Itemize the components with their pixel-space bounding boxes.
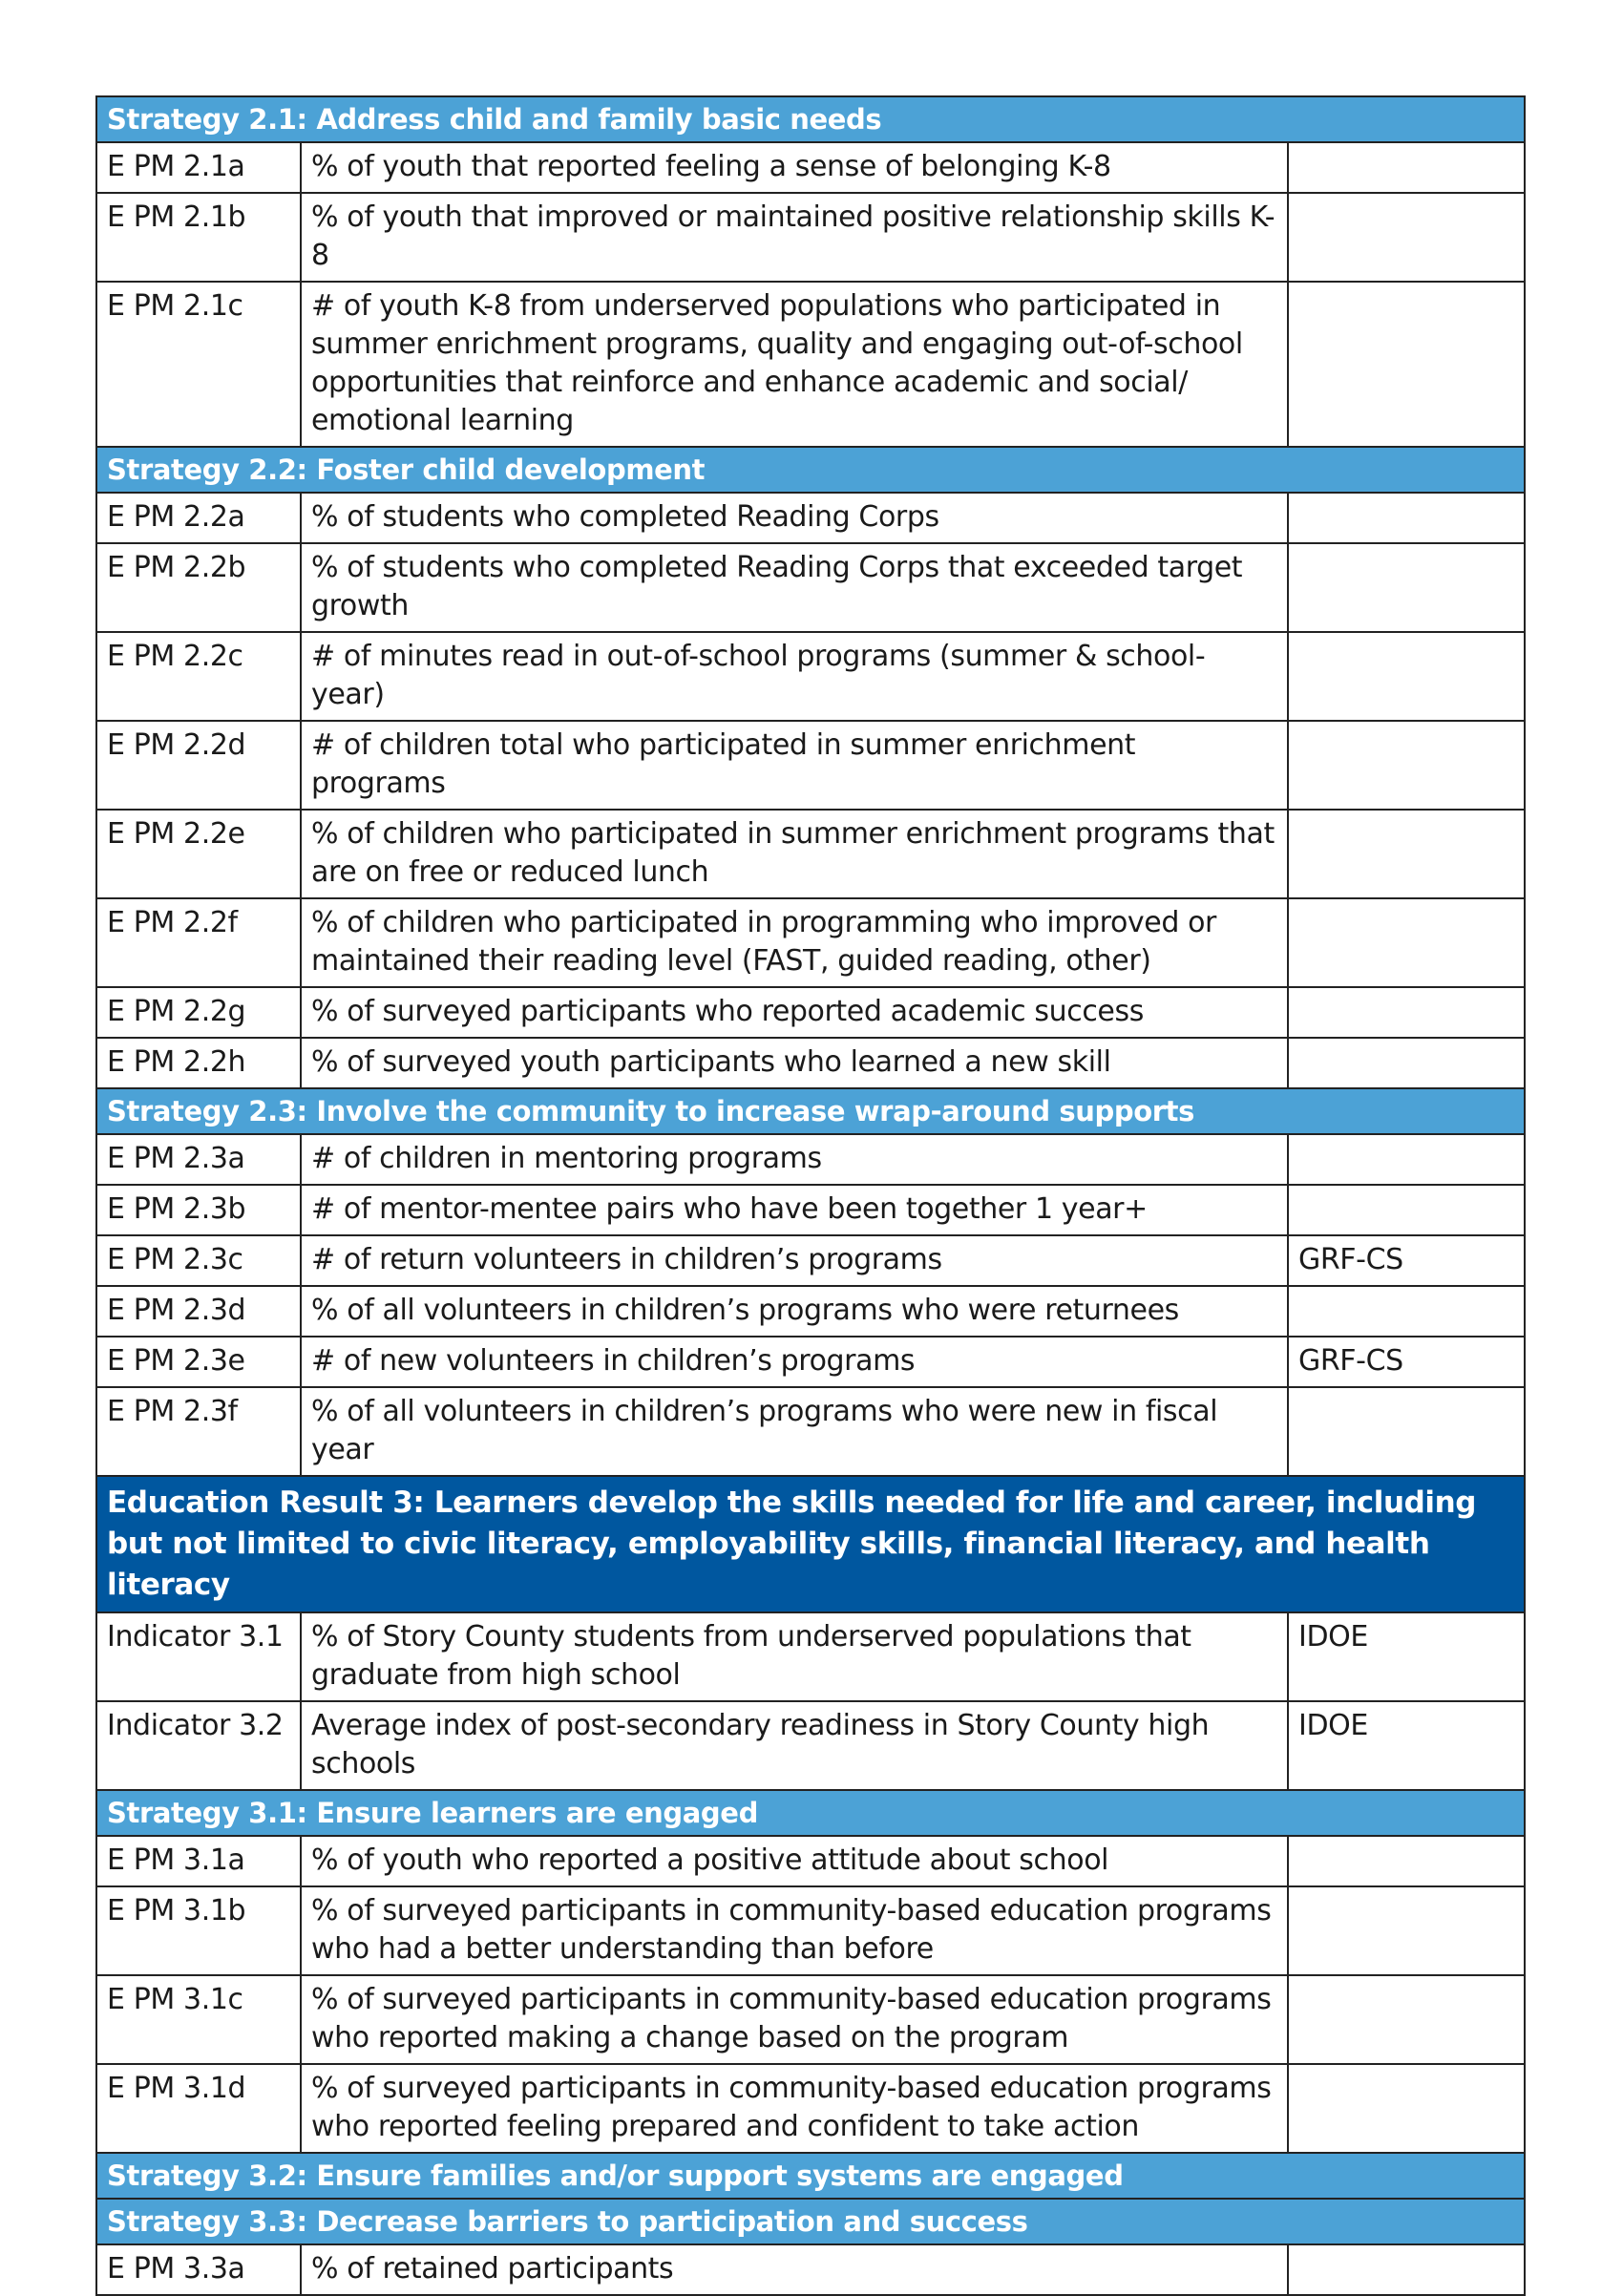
measure-description-cell: % of surveyed youth participants who learned a new skill [301,1038,1288,1088]
strategy-header-row [96,2199,1525,2244]
measure-source-cell [1288,987,1525,1038]
measure-source-cell [1288,898,1525,987]
measure-source-cell [1288,1886,1525,1975]
measure-code-cell: E PM 2.2e [96,810,301,898]
measure-row [96,543,1525,632]
measure-code-cell: E PM 3.1d [96,2064,301,2153]
measure-description-cell: % of all volunteers in children’s programs who were new in fiscal year [301,1387,1288,1476]
measure-description-cell: # of return volunteers in children’s programs [301,1235,1288,1286]
measure-code-cell: Indicator 3.2 [96,1701,301,1790]
strategy-title: Strategy 3.3: Decrease barriers to participation and success [96,2199,1525,2244]
measure-code-cell: E PM 2.1b [96,193,301,282]
strategy-header-row [96,1790,1525,1836]
measure-row [96,282,1525,447]
measure-source-cell [1288,543,1525,632]
measure-source-cell [1288,2064,1525,2153]
strategy-header-row [96,96,1525,142]
measure-source-cell: GRF-CS [1288,1337,1525,1387]
strategy-title: Strategy 2.1: Address child and family basic needs [96,96,1525,142]
measure-row [96,898,1525,987]
measure-source-cell [1288,1387,1525,1476]
measure-row [96,1701,1525,1790]
strategy-title: Strategy 2.3: Involve the community to increase wrap-around supports [96,1088,1525,1134]
measure-description-cell: # of mentor-mentee pairs who have been together 1 year+ [301,1185,1288,1235]
measure-description-cell: # of minutes read in out-of-school programs (summer & school-year) [301,632,1288,721]
measure-description-cell: % of students who completed Reading Corps that exceeded target growth [301,543,1288,632]
measure-code-cell: E PM 3.1c [96,1975,301,2064]
measure-description-cell: % of surveyed participants in community-based education programs who had a better understanding than before [301,1886,1288,1975]
measure-description-cell: # of children in mentoring programs [301,1134,1288,1185]
measure-row [96,987,1525,1038]
measure-row [96,1235,1525,1286]
measure-row [96,632,1525,721]
measure-description-cell: % of surveyed participants in community-based education programs who reported making a change based on the program [301,1975,1288,2064]
strategy-title: Strategy 3.2: Ensure families and/or support systems are engaged [96,2153,1525,2199]
measure-code-cell: E PM 2.2g [96,987,301,1038]
measure-description-cell: % of surveyed participants who reported academic success [301,987,1288,1038]
measure-source-cell [1288,1975,1525,2064]
measure-source-cell [1288,1134,1525,1185]
measure-source-cell: GRF-CS [1288,1235,1525,1286]
measure-code-cell: E PM 2.3e [96,1337,301,1387]
measure-code-cell: E PM 3.1b [96,1886,301,1975]
measure-row [96,2244,1525,2295]
measure-row [96,1387,1525,1476]
measure-code-cell: E PM 2.3c [96,1235,301,1286]
measure-description-cell: % of all volunteers in children’s programs who were returnees [301,1286,1288,1337]
measure-description-cell: % of youth that improved or maintained positive relationship skills K-8 [301,193,1288,282]
measure-code-cell: E PM 2.2c [96,632,301,721]
measure-description-cell: Average index of post-secondary readiness in Story County high schools [301,1701,1288,1790]
measure-description-cell: % of youth that reported feeling a sense of belonging K-8 [301,142,1288,193]
strategy-title: Strategy 2.2: Foster child development [96,447,1525,493]
measure-description-cell: # of new volunteers in children’s programs [301,1337,1288,1387]
measure-row [96,1612,1525,1701]
measure-description-cell: % of children who participated in programming who improved or maintained their reading level (FAST, guided reading, other) [301,898,1288,987]
measure-source-cell [1288,721,1525,810]
measure-row [96,2064,1525,2153]
measure-code-cell: E PM 3.3a [96,2244,301,2295]
measure-source-cell: IDOE [1288,1701,1525,1790]
measure-description-cell: % of children who participated in summer enrichment programs that are on free or reduced lunch [301,810,1288,898]
measure-code-cell: E PM 2.3a [96,1134,301,1185]
measure-code-cell: E PM 2.2h [96,1038,301,1088]
measure-row [96,1038,1525,1088]
measure-source-cell [1288,1286,1525,1337]
measure-row [96,193,1525,282]
measure-row [96,1886,1525,1975]
measure-code-cell: Indicator 3.1 [96,1612,301,1701]
measure-code-cell: E PM 2.1a [96,142,301,193]
result-header-row [96,1476,1525,1612]
measure-row [96,721,1525,810]
measure-description-cell: # of children total who participated in summer enrichment programs [301,721,1288,810]
measure-source-cell [1288,142,1525,193]
strategy-header-row [96,2153,1525,2199]
result-title: Education Result 3: Learners develop the skills needed for life and career, including but not limited to civic literacy, employability skills, financial literacy, and health literacy [96,1476,1525,1612]
measure-source-cell: IDOE [1288,1612,1525,1701]
measure-description-cell: % of retained participants [301,2244,1288,2295]
measure-code-cell: E PM 2.3b [96,1185,301,1235]
measure-source-cell [1288,193,1525,282]
measure-row [96,1134,1525,1185]
measure-source-cell [1288,493,1525,543]
measure-row [96,1836,1525,1886]
measure-source-cell [1288,632,1525,721]
strategy-header-row [96,447,1525,493]
measure-row [96,1286,1525,1337]
measure-source-cell [1288,282,1525,447]
measure-description-cell: % of Story County students from underserved populations that graduate from high school [301,1612,1288,1701]
measure-code-cell: E PM 2.2b [96,543,301,632]
strategy-title: Strategy 3.1: Ensure learners are engaged [96,1790,1525,1836]
measure-description-cell: # of youth K-8 from underserved populations who participated in summer enrichment programs, quality and engaging out-of-school opportunities that reinforce and enhance academic and social/ emotional learning [301,282,1288,447]
measure-source-cell [1288,1836,1525,1886]
measure-code-cell: E PM 2.2f [96,898,301,987]
measure-code-cell: E PM 2.3f [96,1387,301,1476]
measure-row [96,142,1525,193]
measure-row [96,1975,1525,2064]
measure-code-cell: E PM 3.1a [96,1836,301,1886]
measure-description-cell: % of youth who reported a positive attitude about school [301,1836,1288,1886]
measure-code-cell: E PM 2.1c [96,282,301,447]
measure-source-cell [1288,2244,1525,2295]
measure-row [96,1185,1525,1235]
measure-description-cell: % of students who completed Reading Corps [301,493,1288,543]
performance-measures-table [95,95,1526,2296]
measure-row [96,1337,1525,1387]
measure-code-cell: E PM 2.2d [96,721,301,810]
measure-source-cell [1288,1185,1525,1235]
measure-code-cell: E PM 2.3d [96,1286,301,1337]
measure-row [96,493,1525,543]
measure-source-cell [1288,810,1525,898]
measure-source-cell [1288,1038,1525,1088]
measure-code-cell: E PM 2.2a [96,493,301,543]
strategy-header-row [96,1088,1525,1134]
measure-row [96,810,1525,898]
measure-description-cell: % of surveyed participants in community-based education programs who reported feeling prepared and confident to take action [301,2064,1288,2153]
